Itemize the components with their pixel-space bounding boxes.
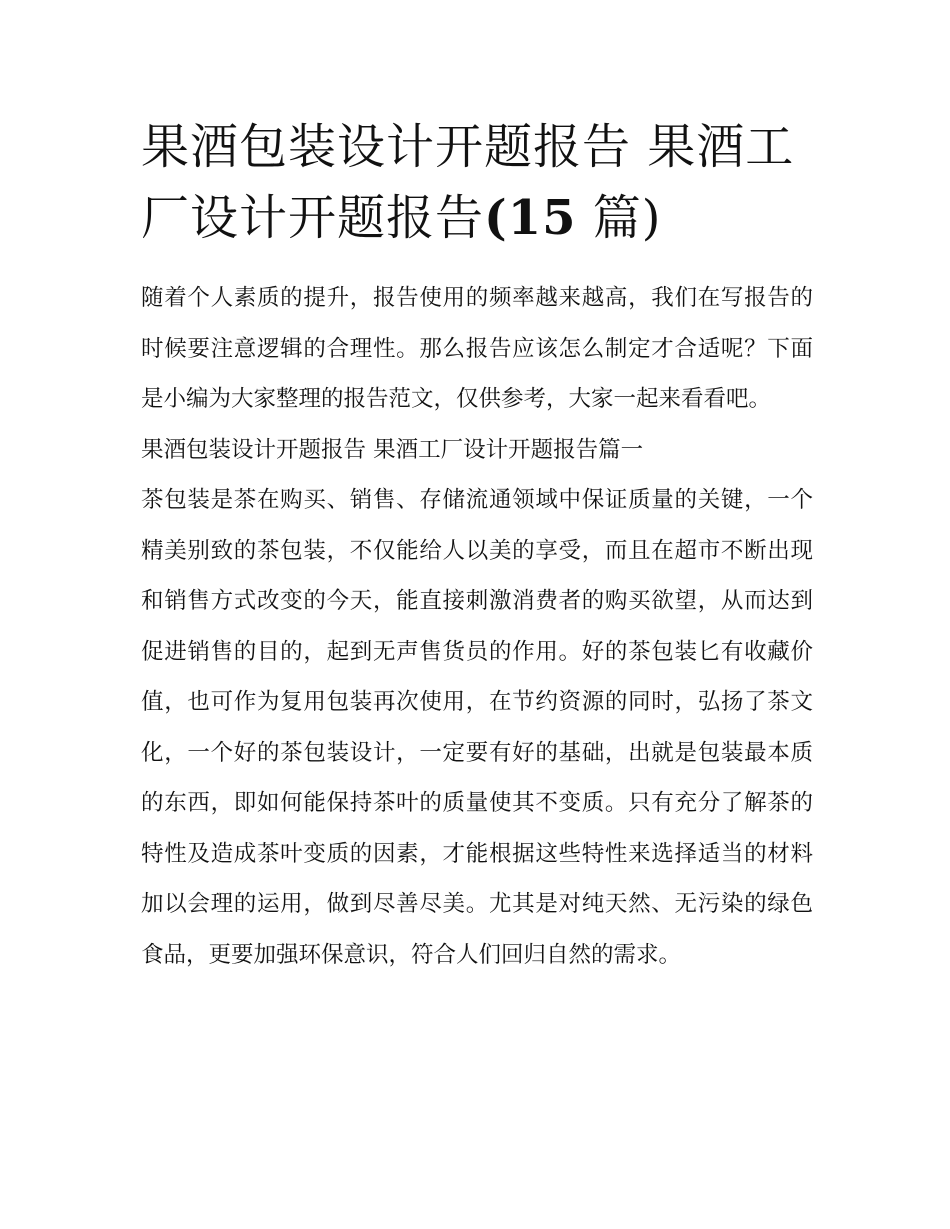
title-line-1: 果酒包装设计开题报告 果酒工	[141, 119, 795, 175]
title-count: (15	[484, 190, 577, 246]
title-line-2-prefix: 厂设计开题报告	[141, 190, 485, 246]
document-page	[141, 112, 813, 980]
section-heading: 果酒包装设计开题报告 果酒工厂设计开题报告篇一	[141, 436, 644, 463]
document-title	[141, 112, 813, 254]
body-paragraph: 茶包装是茶在购买、销售、存储流通领域中保证质量的关键，一个精美别致的茶包装，不仅能给人以美的享受，而且在超市不断出现和销售方式改变的今天，能直接刺激消费者的购买欲望，从而达到促进销售的目的，起到无声售货员的作用。好的茶包装匕有收藏价值，也可作为复用包装再次使用，在节约资源的同时，弘扬了茶文化，一个好的茶包装设计，一定要有好的基础，出就是包装最本质的东西，即如何能保持茶叶的质量使其不变质。只有充分了解茶的特性及造成茶叶变质的因素，才能根据这些特性来选择适当的材料加以会理的运用，做到尽善尽美。尤其是对纯天然、无污染的绿色食品，更要加强环保意识，符合人们回归自然的需求。	[141, 487, 813, 968]
intro-paragraph: 随着个人素质的提升，报告使用的频率越来越高，我们在写报告的时候要注意逻辑的合理性。那么报告应该怎么制定才合适呢？下面是小编为大家整理的报告范文，仅供参考，大家一起来看看吧。	[141, 285, 813, 412]
title-line-2-suffix: 篇)	[576, 190, 662, 246]
